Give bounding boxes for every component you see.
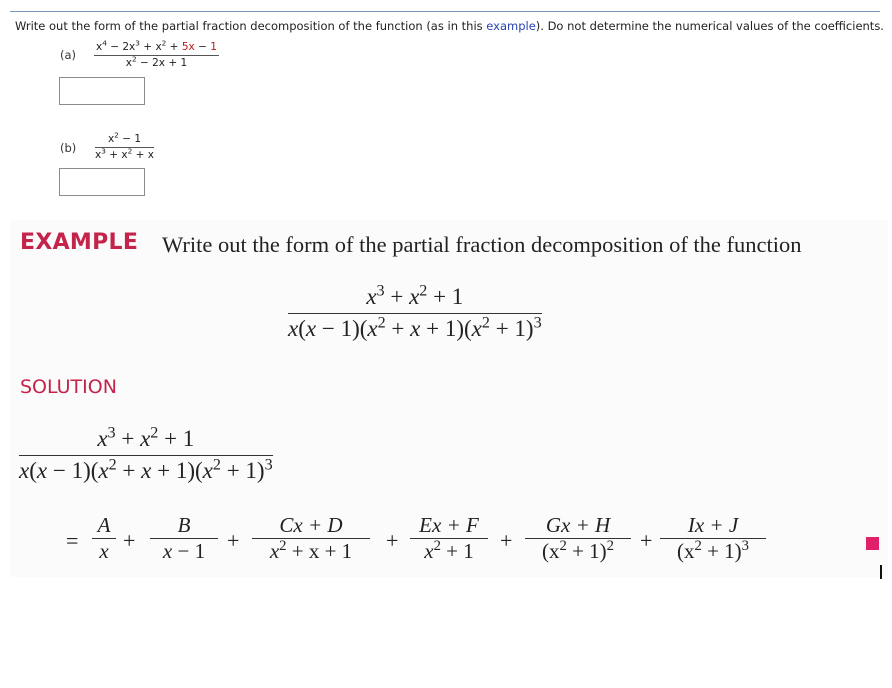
- part-b-answer-input[interactable]: [59, 168, 145, 196]
- end-of-proof-marker: [866, 537, 879, 550]
- plus-sign: +: [386, 528, 399, 553]
- term-f: $\frac{Ix + J}{(x^2 + 1)^3}$: [660, 513, 766, 564]
- term-d: $\frac{Ex + F}{x^2 + 1}$: [410, 513, 488, 564]
- example-link[interactable]: example: [486, 19, 536, 33]
- part-a-label: (a): [60, 48, 77, 62]
- solution-denominator: $x(x - 1)(x^2 + x + 1)(x^2 + 1)^3$: [19, 456, 273, 483]
- part-a-answer-input[interactable]: [59, 77, 145, 105]
- instructions-text: Write out the form of the partial fraction decomposition of the function (as in this: [15, 19, 487, 33]
- part-a-denominator: $x^2 - 2x + 1$: [125, 54, 188, 69]
- term-e: $\frac{Gx + H}{(x^2 + 1)^2}$: [525, 513, 631, 564]
- instructions-text-end: ). Do not determine the numerical values of the coefficients.: [535, 19, 884, 33]
- text-cursor: [880, 565, 882, 579]
- part-b-numerator: $x^2 - 1$: [95, 133, 154, 148]
- plus-sign: +: [123, 528, 136, 553]
- plus-sign: +: [500, 528, 513, 553]
- term-a: $\frac{A}{x}$: [92, 513, 116, 564]
- equals-sign: =: [66, 528, 79, 553]
- plus-sign: +: [640, 528, 653, 553]
- example-denominator: $x(x - 1)(x^2 + x + 1)(x^2 + 1)^3$: [288, 314, 542, 341]
- part-a-numerator: $x^4 - 2x^3 + x^2 + 5x - 1$: [94, 41, 219, 56]
- plus-sign: +: [227, 528, 240, 553]
- example-heading: EXAMPLE: [20, 230, 139, 255]
- example-numerator: $x^3 + x^2 + 1$: [288, 284, 542, 314]
- top-divider: [10, 11, 880, 12]
- part-a-function: [94, 38, 219, 70]
- term-b: $\frac{B}{x - 1}$: [150, 513, 218, 564]
- example-function: [288, 284, 542, 342]
- instructions: [15, 19, 884, 33]
- example-statement: Write out the form of the partial fraction decomposition of the function: [162, 232, 802, 257]
- part-b-label: (b): [60, 141, 77, 155]
- part-b-function: [95, 130, 154, 162]
- solution-function: [19, 426, 273, 484]
- solution-heading: SOLUTION: [20, 376, 117, 398]
- part-b-denominator: $x^3 + x^2 + x$: [95, 146, 154, 161]
- solution-numerator: $x^3 + x^2 + 1$: [19, 426, 273, 456]
- term-c: $\frac{Cx + D}{x^2 + x + 1}$: [252, 513, 370, 564]
